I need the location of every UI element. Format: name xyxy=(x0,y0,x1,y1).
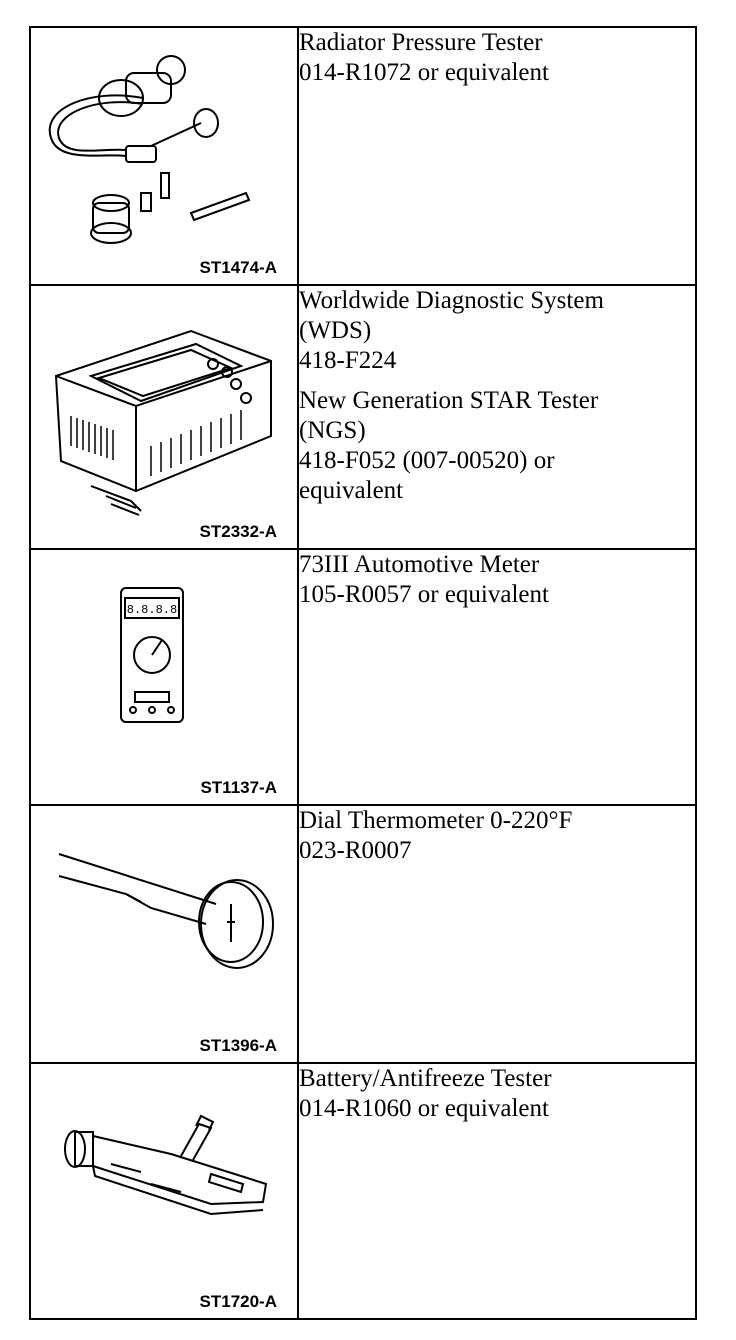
figure-cell xyxy=(30,285,298,549)
meter-display: 8.8.8.8 xyxy=(126,603,178,617)
tool-number: 014-R1060 or equivalent xyxy=(299,1095,549,1122)
tool-number: equivalent xyxy=(299,477,404,504)
tool-description xyxy=(298,1063,696,1319)
diagnostic-system-icon xyxy=(31,286,297,548)
tool-name: 73III Automotive Meter xyxy=(299,551,540,578)
table-row xyxy=(30,805,696,1063)
tool-number: 023-R0007 xyxy=(299,837,412,864)
tool-abbreviation: (WDS) xyxy=(299,317,372,344)
dial-thermometer-icon xyxy=(31,806,297,1062)
figure-code: ST1137-A xyxy=(200,778,277,797)
tool-number: 105-R0057 or equivalent xyxy=(299,581,549,608)
tool-abbreviation: (NGS) xyxy=(299,417,366,444)
figure-cell xyxy=(30,27,298,285)
tool-number: 014-R1072 or equivalent xyxy=(299,59,549,86)
figure-cell xyxy=(30,1063,298,1319)
tool-name: New Generation STAR Tester xyxy=(299,387,599,414)
multimeter-icon xyxy=(31,550,297,804)
figure-code: ST1396-A xyxy=(199,1036,277,1055)
figure-code: ST2332-A xyxy=(199,522,277,541)
tool-description xyxy=(298,285,696,549)
special-tools-table xyxy=(29,26,697,1320)
tool-name: Battery/Antifreeze Tester xyxy=(299,1065,552,1092)
table-row xyxy=(30,27,696,285)
tool-name: Radiator Pressure Tester xyxy=(299,29,543,56)
figure-cell xyxy=(30,549,298,805)
figure-code: ST1720-A xyxy=(199,1292,277,1311)
refractometer-icon xyxy=(31,1064,297,1318)
tool-description xyxy=(298,549,696,805)
table-row xyxy=(30,285,696,549)
tool-number: 418-F224 xyxy=(299,347,397,374)
tool-name: Dial Thermometer 0-220°F xyxy=(299,807,573,834)
table-row xyxy=(30,549,696,805)
tool-description xyxy=(298,27,696,285)
radiator-pressure-tester-icon xyxy=(31,28,297,284)
figure-code: ST1474-A xyxy=(199,258,277,277)
table-row xyxy=(30,1063,696,1319)
figure-cell xyxy=(30,805,298,1063)
tool-name: Worldwide Diagnostic System xyxy=(299,287,604,314)
tool-number: 418-F052 (007-00520) or xyxy=(299,447,555,474)
tool-description xyxy=(298,805,696,1063)
